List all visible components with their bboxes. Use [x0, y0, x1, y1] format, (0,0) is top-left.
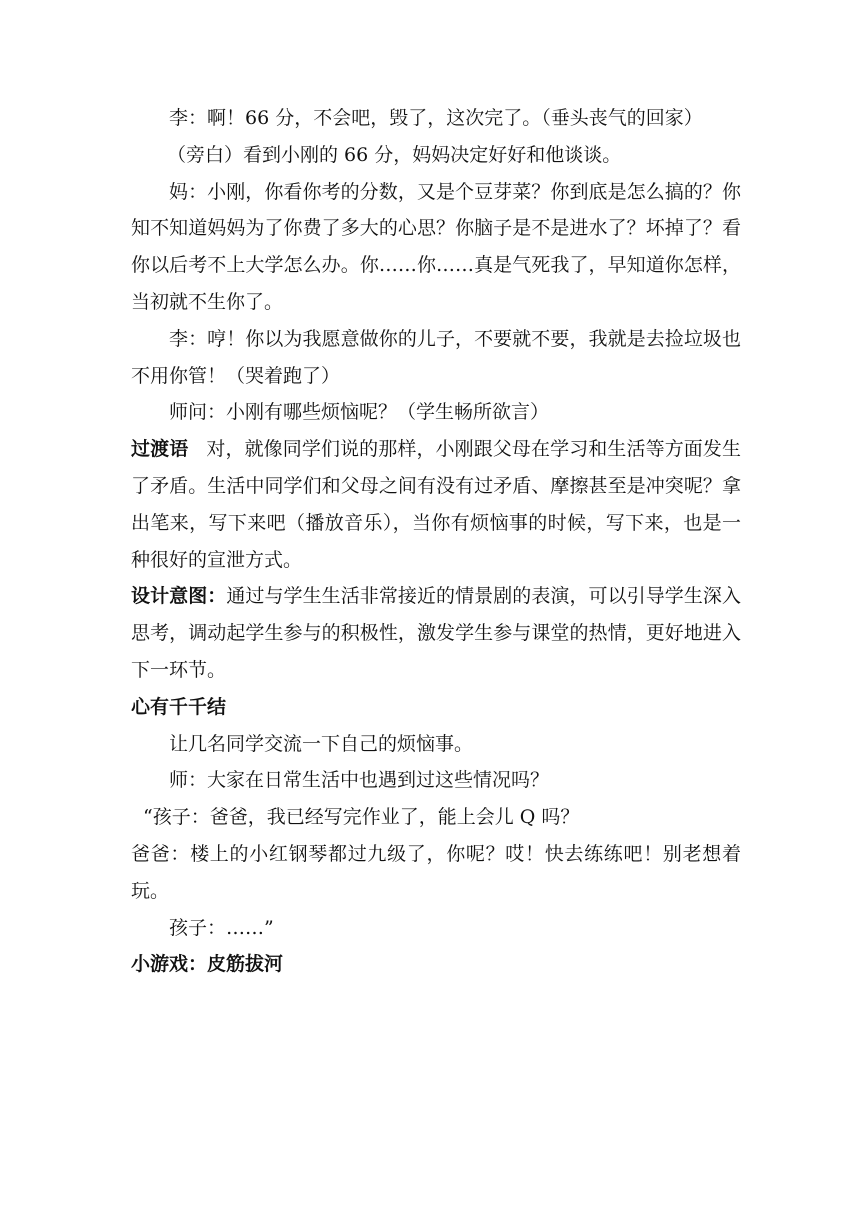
paragraph-mom-speech: 妈：小刚，你看你考的分数，又是个豆芽菜？你到底是怎么搞的？你知不知道妈妈为了你费了多大的心思？你脑子是不是进水了？坏掉了？看你以后考不上大学怎么办。你……你……真是气死我了，早知道你怎样，当初就不生你了。 [131, 180, 741, 313]
paragraph-child-ellipsis: 孩子：……” [169, 916, 274, 939]
paragraph-li-reply: 李：哼！你以为我愿意做你的儿子，不要就不要，我就是去捡垃圾也不用你管！（哭着跑了） [131, 327, 741, 387]
paragraph-li-reaction: 李：啊！66 分，不会吧，毁了，这次完了。（垂头丧气的回家） [169, 107, 703, 129]
section-heading-knots: 心有千千结 [131, 695, 227, 718]
paragraph-dad-line: 爸爸：楼上的小红钢琴都过九级了，你呢？哎！快去练练吧！别老想着玩。 [131, 842, 741, 902]
paragraph-teacher-ask: 师：大家在日常生活中也遇到过这些情况吗？ [169, 769, 550, 792]
section-heading-game: 小游戏：皮筋拔河 [131, 953, 284, 976]
design-paragraph [131, 578, 741, 688]
transition-text: 对，就像同学们说的那样，小刚跟父母在学习和生活等方面发生了矛盾。生活中同学们和父母之间有没有过矛盾、摩擦甚至是冲突呢？拿出笔来，写下来吧（播放音乐），当你有烦恼事的时候，写下来，也是一种很好的宣泄方式。 [131, 438, 741, 571]
paragraph-teacher-question: 师问：小刚有哪些烦恼呢？（学生畅所欲言） [169, 401, 550, 424]
design-text: 通过与学生生活非常接近的情景剧的表演，可以引导学生深入思考，调动起学生参与的积极性，激发学生参与课堂的热情，更好地进入下一环节。 [131, 585, 741, 681]
transition-paragraph [131, 431, 741, 578]
document-body [131, 100, 741, 983]
transition-label: 过渡语 [131, 438, 189, 461]
design-label: 设计意图： [131, 585, 227, 608]
paragraph-child-line: “孩子：爸爸，我已经写完作业了，能上会儿 Q 吗？ [143, 806, 580, 829]
paragraph-narration: （旁白）看到小刚的 66 分，妈妈决定好好和他谈谈。 [167, 143, 622, 166]
paragraph-share-troubles: 让几名同学交流一下自己的烦恼事。 [169, 732, 474, 755]
